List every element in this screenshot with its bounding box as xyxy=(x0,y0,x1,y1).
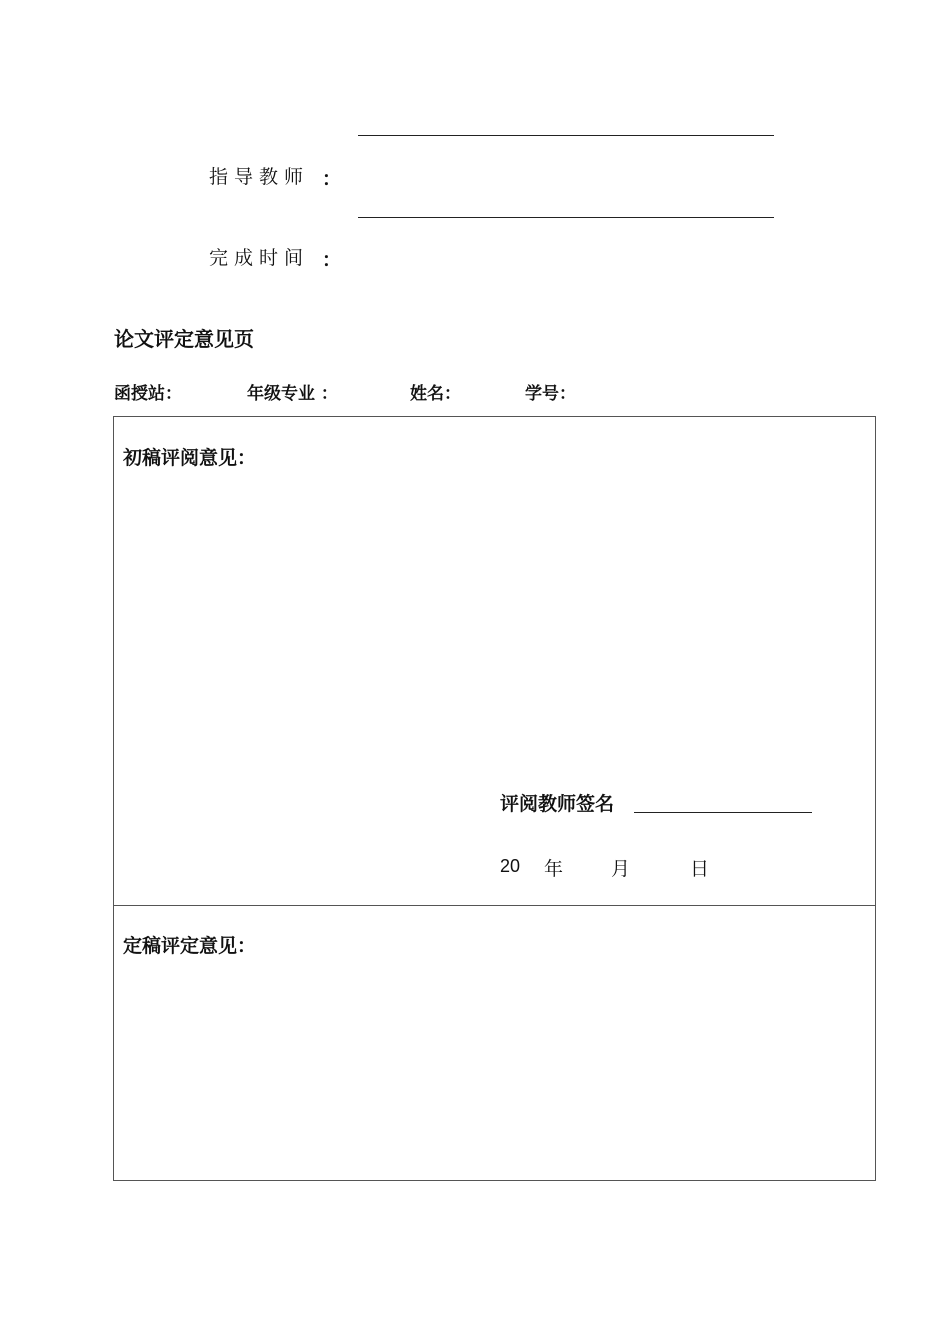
completion-label: 完成时间 xyxy=(209,247,310,269)
review-table xyxy=(113,416,876,1181)
name-label: 姓名： xyxy=(410,384,461,404)
final-review-label: 定稿评定意见： xyxy=(123,935,257,957)
date-day-label: 日 xyxy=(690,858,710,880)
completion-colon: ： xyxy=(322,249,342,271)
station-label: 函授站： xyxy=(114,384,182,404)
date-year-label: 年 xyxy=(544,858,564,880)
advisor-underline xyxy=(358,135,774,136)
grade-major-label: 年级专业 ： xyxy=(247,384,338,404)
first-review-label: 初稿评阅意见： xyxy=(123,447,257,469)
table-row-divider xyxy=(114,905,875,906)
date-year-prefix: 20 xyxy=(500,856,521,876)
reviewer-signature-label: 评阅教师签名 xyxy=(500,793,615,815)
page-title: 论文评定意见页 xyxy=(114,327,254,351)
signature-underline[interactable] xyxy=(634,812,812,813)
advisor-colon: ： xyxy=(322,168,342,190)
date-month-label: 月 xyxy=(611,858,631,880)
advisor-label: 指导教师 xyxy=(209,166,310,188)
student-id-label: 学号： xyxy=(525,384,576,404)
completion-underline xyxy=(358,217,774,218)
